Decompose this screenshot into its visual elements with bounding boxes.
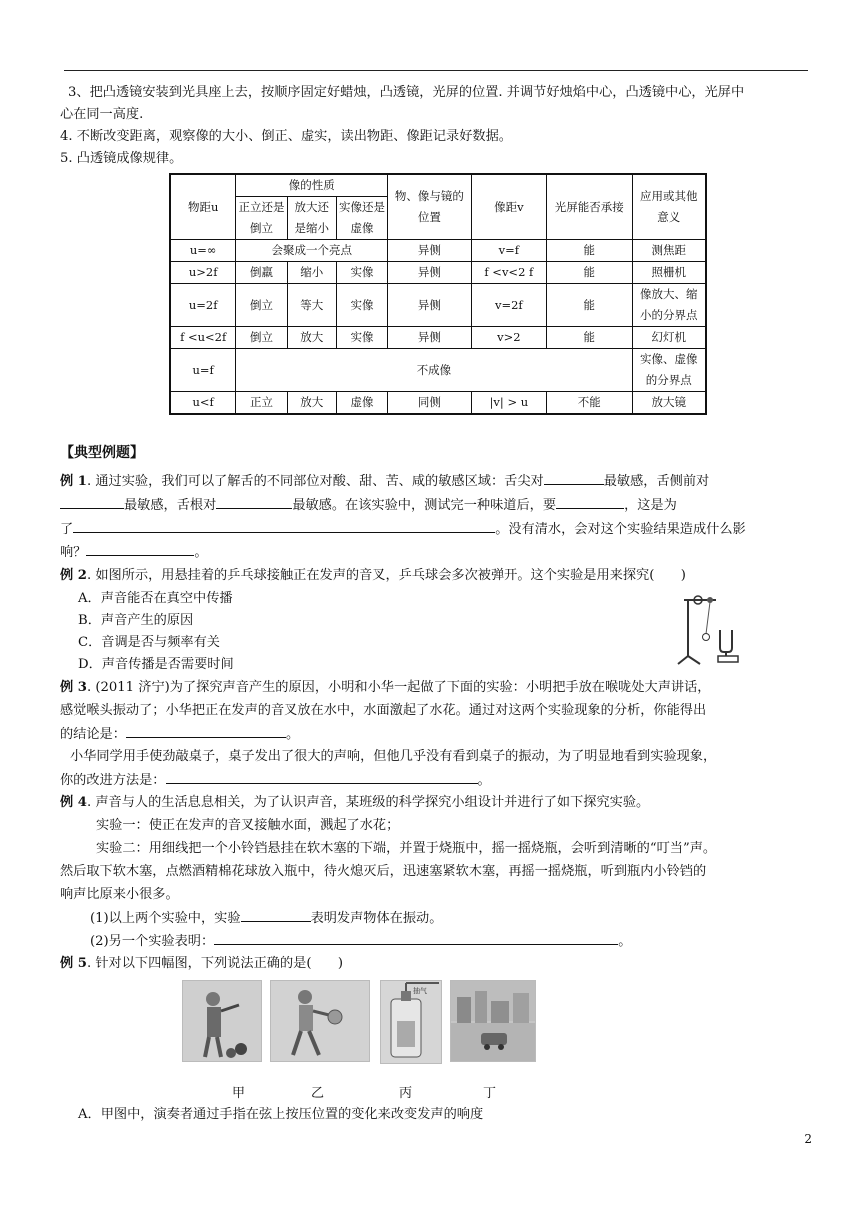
ex4-experiment-2-line-3: 响声比原来小很多。: [60, 887, 179, 902]
cell-real-virtual: 实像: [336, 262, 387, 284]
header-orientation: 正立还是倒立: [236, 197, 287, 240]
cell-u: u>2f: [170, 262, 236, 284]
pump-label: 抽气: [413, 987, 427, 995]
example-4-stem: [60, 792, 808, 814]
figure-ding-street: [450, 980, 536, 1062]
header-screen: 光屏能否承接: [547, 174, 632, 240]
cell-position: 异侧: [388, 327, 471, 349]
ex1-blank-2[interactable]: [60, 494, 124, 509]
cell-use: 像放大、缩小的分界点: [632, 284, 706, 327]
cell-orientation: 正立: [236, 392, 287, 415]
cell-real-virtual: 实像: [336, 327, 387, 349]
cell-v: v>2: [471, 327, 546, 349]
ex4-text: (1)以上两个实验中，实验: [90, 911, 241, 926]
example-3-line-3: [60, 723, 808, 746]
ex1-text: 最敏感，舌根对: [124, 498, 217, 513]
step-5: 5. 凸透镜成像规律。: [60, 151, 183, 166]
ex1-text: 了: [60, 522, 74, 537]
ex4-question-1: [90, 907, 808, 930]
cell-v: v=2f: [471, 284, 546, 327]
cell-position: 同侧: [388, 392, 471, 415]
example-1-line-3: [60, 518, 808, 541]
cell-screen: 能: [547, 284, 632, 327]
ex1-text: 。: [194, 545, 208, 560]
example-1-line-1: [60, 470, 808, 493]
step-3-line-2: 心在同一高度.: [60, 107, 144, 122]
page-number: 2: [804, 1132, 812, 1146]
ex2-option-b: B．声音产生的原因: [78, 613, 194, 628]
table-row: [170, 327, 706, 349]
example-1-label: 例 1: [60, 474, 87, 489]
cell-position: 异侧: [388, 284, 471, 327]
table-row: [170, 349, 706, 392]
example-1-line-4: [60, 541, 808, 564]
section-title: 【典型例题】: [60, 445, 144, 461]
cell-orientation: 倒立: [236, 284, 287, 327]
cell-screen: 能: [547, 262, 632, 284]
ex3-text: 。: [285, 727, 300, 742]
ex4-text: 。: [618, 934, 632, 949]
table-row: [170, 240, 706, 262]
cell-real-virtual: 虚像: [336, 392, 387, 415]
cell-u: u<f: [170, 392, 236, 415]
example-3-label: 例 3: [60, 680, 87, 695]
ex5-text: . 针对以下四幅图，下列说法正确的是( ): [86, 956, 344, 971]
example-3-line-1: [60, 677, 808, 699]
ex4-text: . 声音与人的生活息息相关，为了认识声音，某班级的科学探究小组设计并进行了如下探究实验。: [86, 795, 650, 810]
cell-v: |v| > u: [471, 392, 546, 415]
ex5-option-a: A．甲图中，演奏者通过手指在弦上按压位置的变化来改变发声的响度: [78, 1107, 484, 1122]
table-row: [170, 262, 706, 284]
ex3-blank-2[interactable]: [166, 769, 478, 784]
cell-v: f <v<2 f: [471, 262, 546, 284]
ex1-blank-3[interactable]: [216, 494, 292, 509]
cell-orientation: 倒立: [236, 327, 287, 349]
cell-merged: 会聚成一个亮点: [236, 240, 388, 262]
cell-u: u=2f: [170, 284, 236, 327]
cell-size: 缩小: [287, 262, 336, 284]
lens-imaging-table: [169, 173, 707, 415]
caption-bing: 丙: [399, 1086, 413, 1101]
ex1-text: 最敏感，舌侧前对: [603, 474, 710, 489]
example-1-line-2: [60, 494, 808, 517]
ex4-question-2: [90, 930, 808, 953]
example-2-stem: [60, 565, 808, 587]
ex1-blank-1[interactable]: [544, 470, 604, 485]
figure-jia-violinist: [182, 980, 262, 1062]
header-use: 应用或其他意义: [632, 174, 706, 240]
ex4-experiment-1: 实验一：使正在发声的音叉接触水面，溅起了水花；: [96, 818, 400, 833]
ex1-text: . 通过实验，我们可以了解舌的不同部位对酸、甜、苦、咸的敏感区域：舌尖对: [86, 474, 544, 489]
cell-orientation: 倒羸: [236, 262, 287, 284]
header-position: 物、像与镜的位置: [388, 174, 471, 240]
ex3-text: . (2011 济宁)为了探究声音产生的原因，小明和小华一起做了下面的实验：小明把手放在喉咙处大声讲话，: [86, 680, 711, 695]
ex2-text: . 如图所示，用悬挂着的乒乓球接触正在发声的音叉，乒乓球会多次被弹开。这个实验是用来探究( ): [86, 568, 686, 583]
ex1-blank-6[interactable]: [86, 541, 194, 556]
ex2-option-c: C．音调是否与频率有关: [78, 635, 220, 650]
cell-size: 放大: [287, 327, 336, 349]
cell-use: 测焦距: [632, 240, 706, 262]
ex2-option-d: D．声音传播是否需要时间: [78, 657, 234, 672]
cell-v: v=f: [471, 240, 546, 262]
ex3-text: 的结论是：: [60, 727, 126, 742]
ex1-text: ，这是为: [624, 498, 677, 513]
cell-real-virtual: 实像: [336, 284, 387, 327]
table-row: [170, 392, 706, 415]
figure-bing-flask: [380, 980, 442, 1064]
cell-u: f <u<2f: [170, 327, 236, 349]
ex4-text: 表明发声物体在振动。: [310, 911, 443, 926]
ex4-blank-2[interactable]: [214, 930, 618, 945]
ex1-text: 。没有清水，会对这个实验结果造成什么影: [495, 522, 746, 537]
cell-screen: 不能: [547, 392, 632, 415]
ex3-text: 你的改进方法是：: [60, 773, 166, 788]
cell-use: 放大镜: [632, 392, 706, 415]
example-2-label: 例 2: [60, 568, 87, 583]
ex1-text: 响？: [60, 545, 87, 560]
ex3-text: 。: [477, 773, 491, 788]
cell-screen: 能: [547, 327, 632, 349]
ex4-blank-1[interactable]: [241, 907, 311, 922]
caption-jia: 甲: [232, 1086, 246, 1101]
cell-use: 幻灯机: [632, 327, 706, 349]
table-row: [170, 284, 706, 327]
table-header-row: [170, 174, 706, 197]
cell-use: 实像、虚像的分界点: [632, 349, 706, 392]
header-real-virtual: 实像还是虚像: [336, 197, 387, 240]
ex1-blank-5[interactable]: [73, 518, 495, 533]
cell-u: u=f: [170, 349, 236, 392]
ex3-blank-1[interactable]: [126, 723, 286, 738]
example-3-line-5: [60, 769, 808, 792]
example-5-stem: [60, 953, 808, 975]
example-3-line-2: 感觉喉头振动了；小华把正在发声的音叉放在水中，水面激起了水花。通过对这两个实验现象的分析，你能得出: [60, 703, 707, 718]
cell-size: 等大: [287, 284, 336, 327]
ex1-text: 最敏感。在该实验中，测试完一种味道后，要: [292, 498, 557, 513]
ex4-experiment-2-line-2: 然后取下软木塞，点燃酒精棉花球放入瓶中，待火熄灭后，迅速塞紧软木塞，再摇一摇烧瓶，听到瓶内小铃铛的: [60, 864, 707, 879]
header-image-nature: 像的性质: [236, 174, 388, 197]
cell-use: 照栅机: [632, 262, 706, 284]
example-4-label: 例 4: [60, 795, 87, 810]
cell-size: 放大: [287, 392, 336, 415]
header-size: 放大还是缩小: [287, 197, 336, 240]
header-object-distance: 物距u: [170, 174, 236, 240]
example-3-line-4: 小华同学用手使劲敲桌子，桌子发出了很大的声响，但他几乎没有看到桌子的振动，为了明显地看到实验现象，: [70, 749, 717, 764]
cell-merged: 不成像: [236, 349, 632, 392]
header-rule: [64, 70, 808, 71]
step-3-line-1: 3、把凸透镜安装到光具座上去，按顺序固定好蜡烛，凸透镜，光屏的位置. 并调节好烛焰中心，凸透镜中心，光屏中: [68, 85, 745, 100]
header-image-distance: 像距v: [471, 174, 546, 240]
cell-screen: 能: [547, 240, 632, 262]
example-5-label: 例 5: [60, 956, 87, 971]
tuning-fork-figure: [676, 590, 746, 670]
caption-ding: 丁: [483, 1086, 497, 1101]
ex2-option-a: A．声音能否在真空中传播: [78, 591, 233, 606]
cell-position: 异侧: [388, 240, 471, 262]
step-4: 4. 不断改变距离，观察像的大小、倒正、虚实，读出物距、像距记录好数据。: [60, 129, 512, 144]
cell-position: 异侧: [388, 262, 471, 284]
ex4-experiment-2-line-1: 实验二：用细线把一个小铃铛悬挂在软木塞的下端，并置于烧瓶中，摇一摇烧瓶，会听到清晰的“叮当”声。: [96, 841, 717, 856]
cell-u: u=∞: [170, 240, 236, 262]
ex4-text: (2)另一个实验表明：: [90, 934, 215, 949]
ex1-blank-4[interactable]: [556, 494, 624, 509]
caption-yi: 乙: [311, 1086, 325, 1101]
figure-yi-boy: [270, 980, 370, 1062]
